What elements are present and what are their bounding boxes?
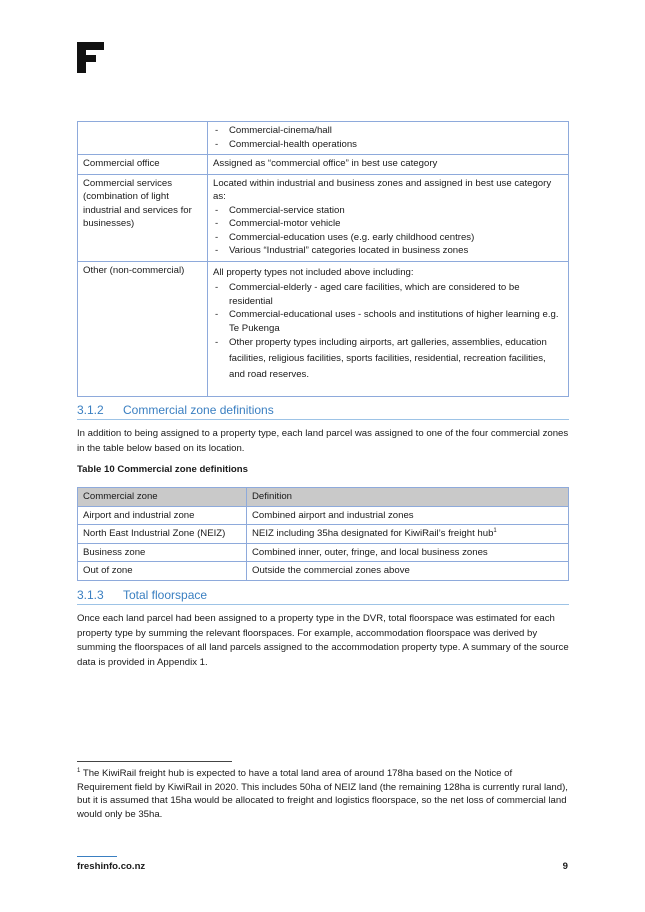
definition-cell: [208, 261, 569, 397]
section-heading: [77, 588, 569, 605]
definition-text: NEIZ including 35ha designated for KiwiRail’s freight hub: [252, 528, 494, 539]
footnote-divider: [77, 761, 232, 762]
category-cell: Other (non-commercial): [78, 261, 208, 397]
section-number: 3.1.2: [77, 403, 104, 417]
section-title: Commercial zone definitions: [123, 403, 274, 417]
definition-intro: Located within industrial and business zones and assigned in best use category as:: [213, 177, 552, 202]
list-item: - Commercial-educational uses - schools and institutions of higher learning e.g. Te Pukenga: [213, 308, 563, 335]
zone-cell: Business zone: [78, 543, 247, 562]
footer-website-link[interactable]: freshinfo.co.nz: [77, 861, 146, 872]
table-row: [78, 506, 569, 525]
table-row: [78, 525, 569, 544]
definition-cell: [208, 122, 569, 155]
column-header: Commercial zone: [78, 488, 247, 507]
commercial-zone-table: [77, 487, 569, 581]
definition-cell: Outside the commercial zones above: [247, 562, 569, 581]
table-caption: Table 10 Commercial zone definitions: [77, 464, 248, 475]
property-type-table: [77, 121, 569, 397]
body-paragraph: In addition to being assigned to a property type, each land parcel was assigned to one of the four commercial zones in the table below based on its location.: [77, 428, 569, 454]
section-number: 3.1.3: [77, 588, 104, 602]
list-item: - Commercial-service station: [213, 204, 563, 218]
list-item: - Commercial-motor vehicle: [213, 217, 563, 231]
table-row: [78, 155, 569, 175]
list-item: - Commercial-cinema/hall: [213, 124, 563, 138]
list-item: - Various “Industrial” categories located in business zones: [213, 244, 563, 258]
definition-cell: Combined airport and industrial zones: [247, 506, 569, 525]
zone-cell: Out of zone: [78, 562, 247, 581]
page-number: 9: [562, 861, 568, 872]
section-heading: [77, 403, 569, 420]
category-cell: Commercial services (combination of light industrial and services for businesses): [78, 174, 208, 261]
table-row: [78, 174, 569, 261]
column-header: Definition: [247, 488, 569, 507]
footnote-marker: 1: [77, 767, 81, 774]
zone-cell: Airport and industrial zone: [78, 506, 247, 525]
footnote-text: The KiwiRail freight hub is expected to have a total land area of around 178ha based on the Notice of Requirement field by KiwiRail in 2020. This includes 50ha of NEIZ land (the remaining 128ha is currently rural land), but it is assumed that 15ha would be allocated to freight and logistics floorspace, so the net loss of commercial land would only be 35ha.: [77, 768, 568, 821]
body-paragraph: Once each land parcel had been assigned to a property type in the DVR, total floorspace was estimated for each property type by summing the relevant floorspaces. For example, accommodation floorspace was derived by summing the floorspaces of all land parcels assigned to the accommodation property type. A summary of the source data is provided in Appendix 1.: [77, 613, 569, 668]
definition-cell: Assigned as “commercial office” in best use category: [208, 155, 569, 175]
footer-accent-line: [77, 856, 117, 857]
definition-cell: Combined inner, outer, fringe, and local business zones: [247, 543, 569, 562]
table-header-row: [78, 488, 569, 507]
table-row: [78, 122, 569, 155]
list-item: - Commercial-education uses (e.g. early childhood centres): [213, 231, 563, 245]
list-item: - Commercial-elderly - aged care facilities, which are considered to be residential: [213, 281, 563, 308]
table-row: [78, 562, 569, 581]
footnote: [77, 767, 569, 822]
category-cell: [78, 122, 208, 155]
list-item: - Commercial-health operations: [213, 138, 563, 152]
footnote-reference[interactable]: 1: [493, 527, 497, 534]
definition-cell: [247, 525, 569, 544]
table-row: [78, 261, 569, 397]
category-cell: Commercial office: [78, 155, 208, 175]
section-title: Total floorspace: [123, 588, 208, 602]
freshinfo-logo-icon: [77, 42, 104, 73]
zone-cell: North East Industrial Zone (NEIZ): [78, 525, 247, 544]
list-item: - Other property types including airports, art galleries, assemblies, education facilities, religious facilities, sports facilities, residential, recreation facilities, and road reserves.: [213, 335, 563, 382]
definition-intro: All property types not included above including:: [213, 266, 414, 278]
definition-cell: [208, 174, 569, 261]
table-row: [78, 543, 569, 562]
